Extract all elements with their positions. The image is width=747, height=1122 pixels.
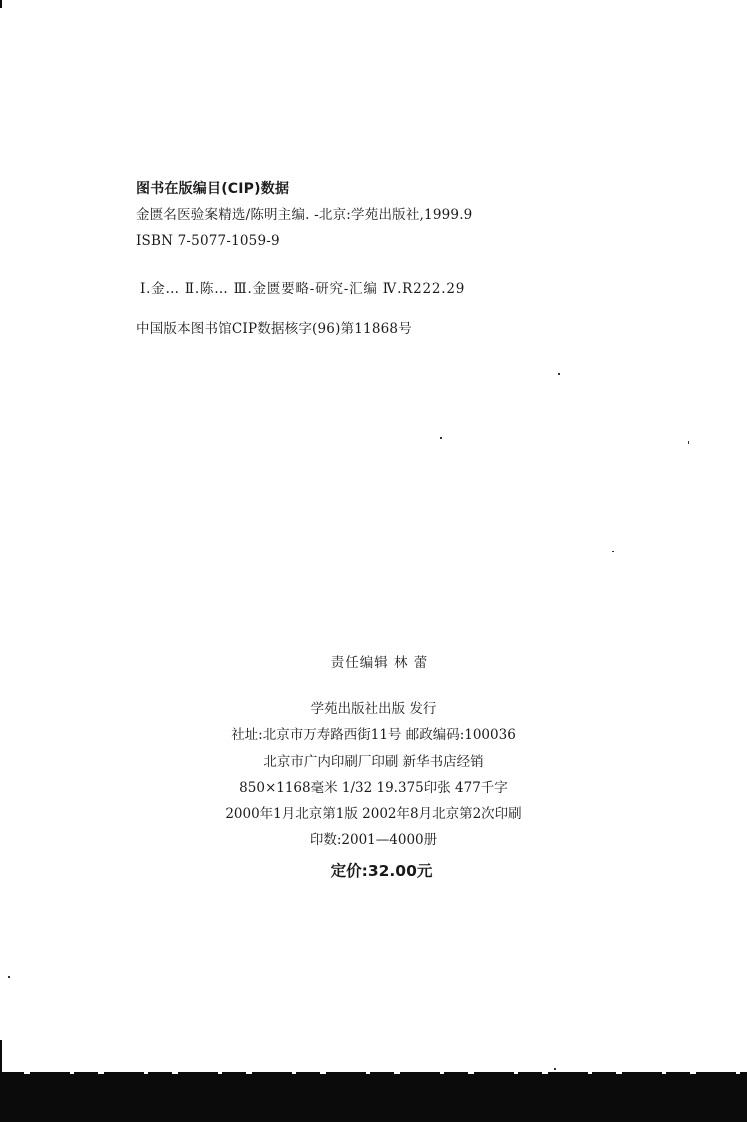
scan-edge-bottom xyxy=(0,1074,747,1122)
cip-isbn: ISBN 7-5077-1059-9 xyxy=(136,233,280,249)
format-line: 850×1168毫米 1/32 19.375印张 477千字 xyxy=(239,779,508,796)
scan-edge-top xyxy=(0,0,2,8)
scan-speck xyxy=(688,441,689,444)
print-run-line: 印数:2001—4000册 xyxy=(309,832,438,849)
scan-speck xyxy=(440,437,442,439)
scan-speck xyxy=(8,976,10,978)
publisher-line: 学苑出版社出版 发行 xyxy=(310,701,437,717)
cip-block xyxy=(136,176,616,342)
cip-heading: 图书在版编目(CIP)数据 xyxy=(136,181,290,197)
cip-classification: Ⅰ.金… Ⅱ.陈… Ⅲ.金匮要略-研究-汇编 Ⅳ.R222.29 xyxy=(140,281,466,297)
address-line: 社址:北京市万寿路西街11号 邮政编码:100036 xyxy=(231,727,516,744)
scan-speck xyxy=(612,551,614,552)
scan-speck xyxy=(558,373,560,375)
scan-speck xyxy=(554,1068,556,1070)
responsible-editor: 责任编辑 林 蕾 xyxy=(330,655,429,671)
printer-line: 北京市广内印刷厂印刷 新华书店经销 xyxy=(263,753,484,770)
edition-line: 2000年1月北京第1版 2002年8月北京第2次印刷 xyxy=(225,806,522,823)
cip-record-number: 中国版本图书馆CIP数据核字(96)第11868号 xyxy=(136,321,412,337)
cip-title-line: 金匮名医验案精选/陈明主编. -北京:学苑出版社,1999.9 xyxy=(136,207,473,223)
price-line: 定价:32.00元 xyxy=(330,861,433,880)
colophon-block xyxy=(0,652,747,886)
